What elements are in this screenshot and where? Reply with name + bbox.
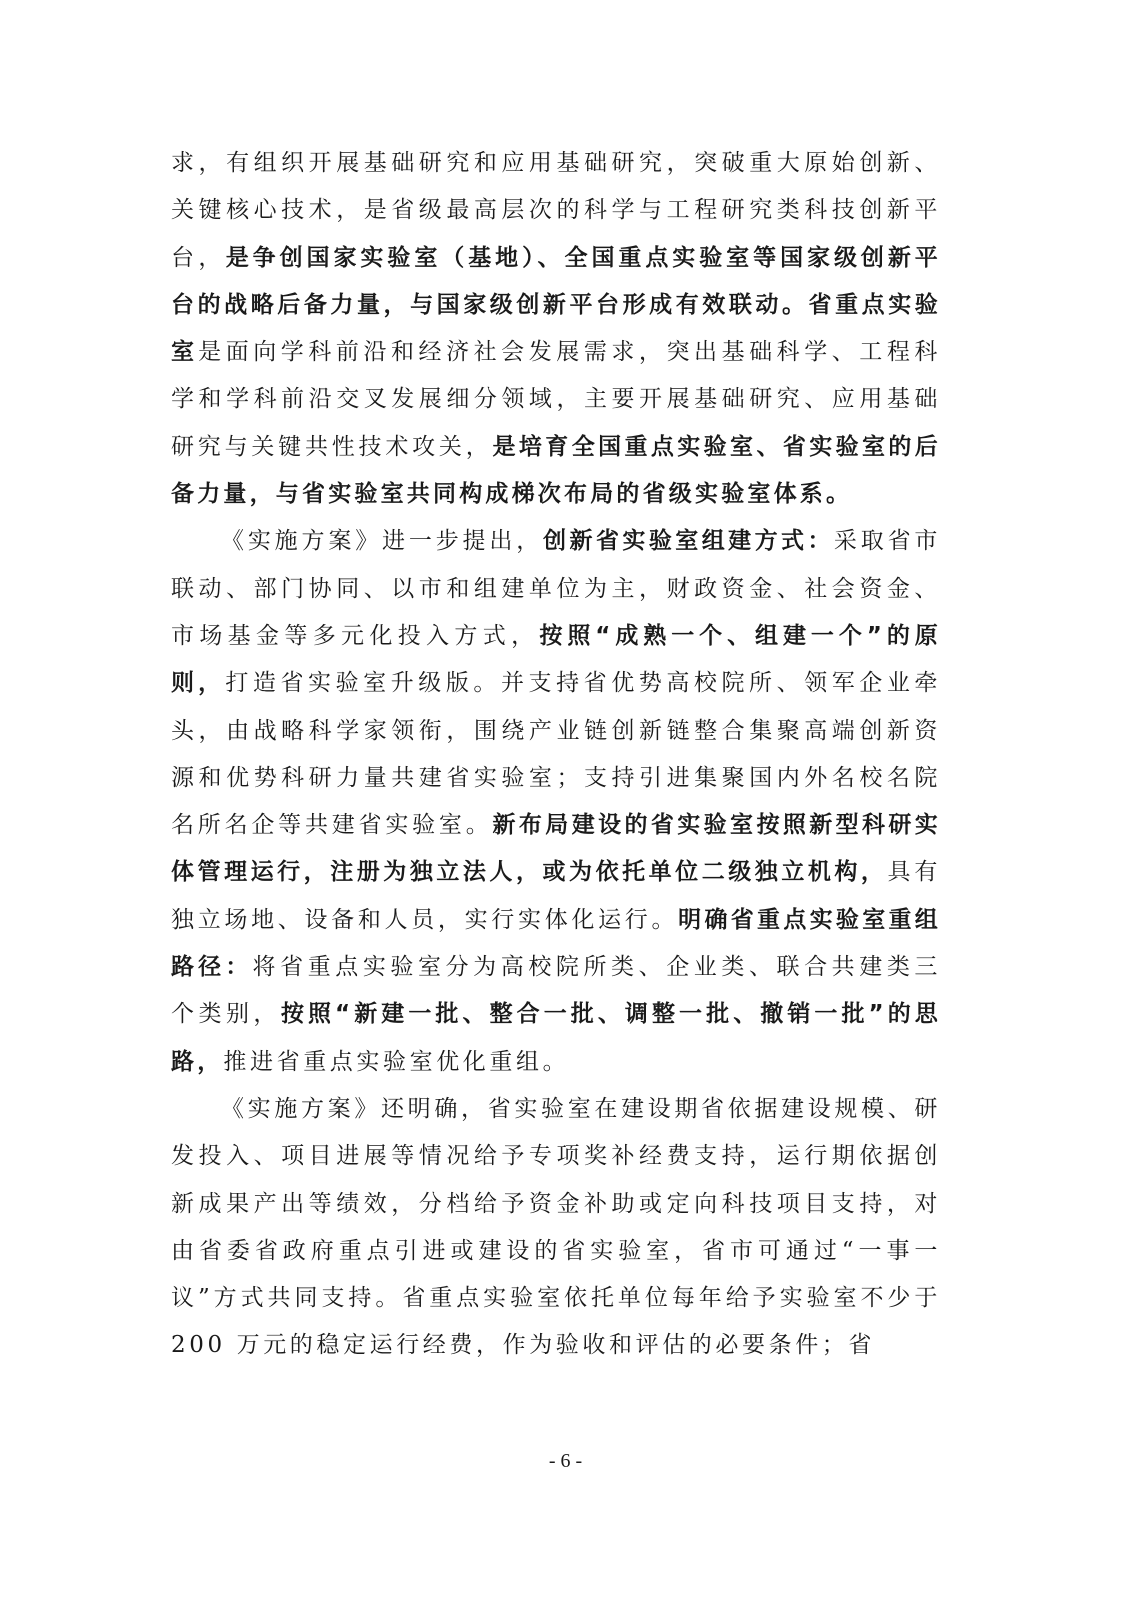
bold-text-segment: 明确省重点实验室重组路径： (171, 906, 942, 981)
text-segment: 推进省重点实验室优化重组。 (223, 1048, 570, 1075)
text-segment: 是面向学科前沿和经济社会发展需求，突出基础科学、工程科学和学科前沿交叉发展细分领域，主要开展基础研究、应用基础研究与关键共性技术攻关， (171, 339, 942, 460)
text-segment: 《实施方案》进一步提出， (221, 528, 544, 555)
page-number: - 6 - (548, 1450, 583, 1472)
text-segment: 将省重点实验室分为高校院所类、企业类、联合共建类三个类别， (171, 954, 942, 1028)
text-segment: 打造省实验室升级版。并支持省优势高校院所、领军企业牵头，由战略科学家领衔，围绕产业链创新链整合集聚高端创新资源和优势科研力量共建省实验室；支持引进集聚国内外名校名院名所名企等共建省实验室。 (171, 670, 941, 839)
paragraph-2 (171, 518, 941, 1086)
text-segment: 《实施方案》还明确，省实验室在建设期省依据建设规模、研发投入、项目进展等情况给予专项奖补经费支持，运行期依据创新成果产出等绩效，分档给予资金补助或定向科技项目支持，对由省委省政府重点引进或建设的省实验室，省市可通过“一事一议”方式共同支持。省重点实验室依托单位每年给予实验室不少于 200 万元的稳定运行经费，作为验收和评估的必要条件；省 (171, 1095, 941, 1359)
text-segment: 采取省市联动、部门协同、以市和组建单位为主，财政资金、社会资金、市场基金等多元化投入方式， (171, 528, 942, 649)
bold-text-segment: 是争创国家实验室（基地）、全国重点实验室等国家级创新平台的战略后备力量，与国家级创新平台形成有效联动。省重点实验室 (171, 244, 942, 366)
text-segment: 具有独立场地、设备和人员，实行实体化运行。 (171, 859, 942, 933)
paragraph-1 (171, 140, 941, 518)
bold-text-segment: 新布局建设的省实验室按照新型科研实体管理运行，注册为独立法人，或为依托单位二级独立机构， (171, 812, 941, 886)
paragraph-3 (171, 1086, 941, 1370)
bold-text-segment: 创新省实验室组建方式： (543, 528, 834, 555)
bold-text-segment: 是培育全国重点实验室、省实验室的后备力量，与省实验室共同构成梯次布局的省级实验室体系。 (171, 433, 941, 508)
bold-text-segment: 按照“新建一批、整合一批、调整一批、撤销一批”的思路， (171, 1001, 942, 1075)
text-segment: 求，有组织开展基础研究和应用基础研究，突破重大原始创新、关键核心技术，是省级最高层次的科学与工程研究类科技创新平台， (171, 150, 941, 271)
bold-text-segment: 按照“成熟一个、组建一个”的原则， (171, 622, 942, 697)
body-text (171, 140, 941, 1370)
